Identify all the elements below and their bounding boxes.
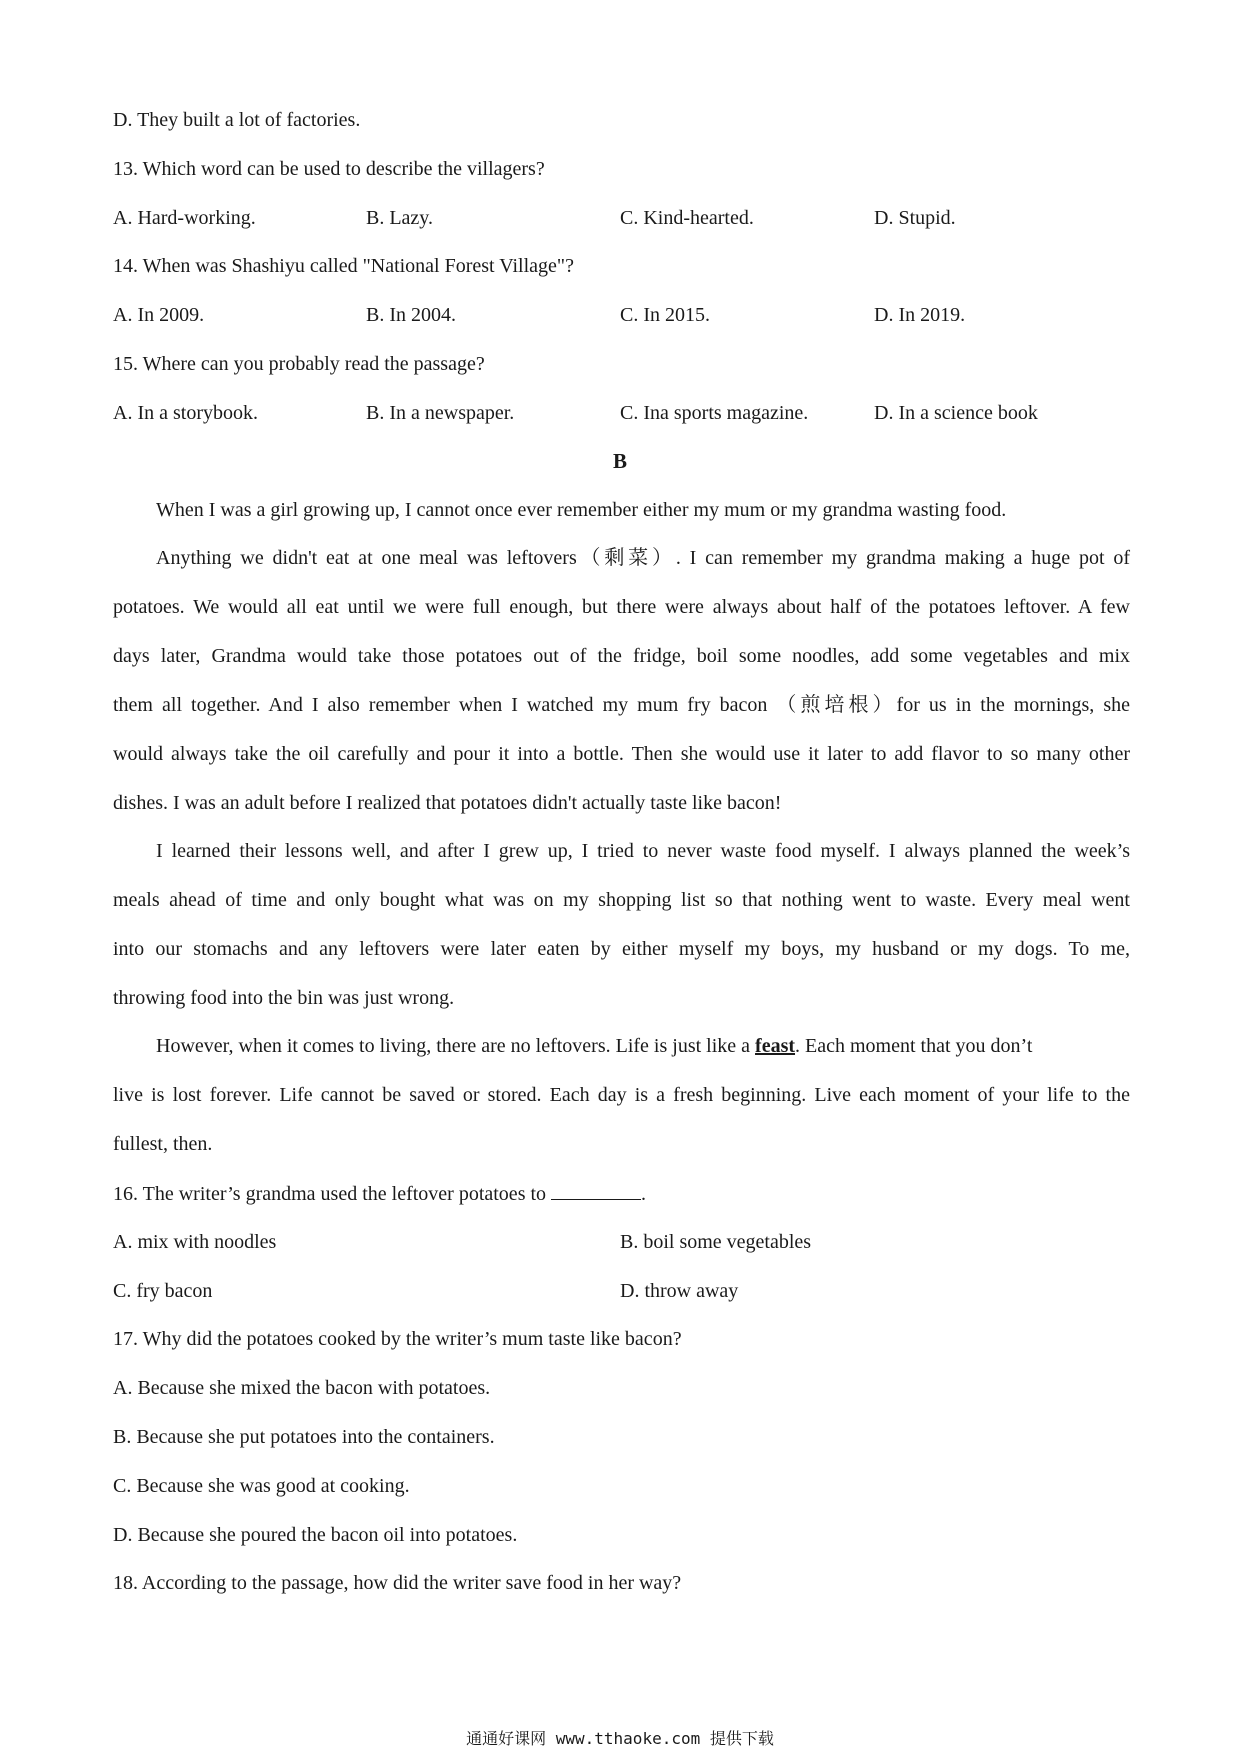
q14-option-b: B. In 2004. [366, 304, 456, 326]
q13-question: 13. Which word can be used to describe the villagers? [113, 158, 545, 180]
q16-option-c: C. fry bacon [113, 1280, 213, 1302]
q14-option-a: A. In 2009. [113, 304, 205, 326]
passage-feast-line [156, 1034, 1130, 1058]
q17-option-a: A. Because she mixed the bacon with potatoes. [113, 1377, 491, 1399]
q16-option-a: A. mix with noodles [113, 1231, 277, 1253]
passage-line-9: meals ahead of time and only bought what was on my shopping list so that nothing went to waste. Every meal went [113, 889, 1130, 911]
q17-option-c: C. Because she was good at cooking. [113, 1475, 410, 1497]
q18-question: 18. According to the passage, how did the writer save food in her way? [113, 1572, 682, 1594]
passage-feast-after: . Each moment that you don’t [795, 1035, 1033, 1057]
passage-line-10: into our stomachs and any leftovers were later eaten by either myself my boys, my husband or my dogs. To me, [113, 938, 1130, 960]
passage-line-13: live is lost forever. Life cannot be saved or stored. Each day is a fresh beginning. Live each moment of your life to the [113, 1084, 1130, 1106]
q15-question: 15. Where can you probably read the passage? [113, 353, 485, 375]
q15-option-d: D. In a science book [874, 402, 1038, 424]
q13-option-d: D. Stupid. [874, 207, 956, 229]
passage-line-6: would always take the oil carefully and pour it into a bottle. Then she would use it later to add flavor to so many other [113, 743, 1130, 765]
q16-option-d: D. throw away [620, 1280, 739, 1302]
q15-option-c: C. Ina sports magazine. [620, 402, 809, 424]
q17-option-d: D. Because she poured the bacon oil into potatoes. [113, 1524, 518, 1546]
q16-question [113, 1181, 646, 1206]
q16-answer-blank [551, 1181, 641, 1200]
passage-line-4: days later, Grandma would take those potatoes out of the fridge, boil some noodles, add some vegetables and mix [113, 645, 1130, 667]
passage-line-2: Anything we didn't eat at one meal was leftovers（剩菜）. I can remember my grandma making a huge pot of [156, 547, 1130, 569]
q13-option-b: B. Lazy. [366, 207, 434, 229]
passage-line-5: them all together. And I also remember when I watched my mum fry bacon （煎培根）for us in the mornings, she [113, 694, 1130, 716]
q14-option-c: C. In 2015. [620, 304, 710, 326]
page-footer: 通通好课网 www.tthaoke.com 提供下载 [466, 1729, 774, 1748]
passage-feast-before: However, when it comes to living, there are no leftovers. Life is just like a [156, 1035, 756, 1057]
section-b-title: B [612, 449, 627, 473]
passage-line-11: throwing food into the bin was just wrong. [113, 987, 455, 1009]
q16-question-end: . [641, 1183, 647, 1205]
passage-line-3: potatoes. We would all eat until we were full enough, but there were always about half of the potatoes leftover. A few [113, 596, 1130, 618]
q13-option-a: A. Hard-working. [113, 207, 256, 229]
q16-option-b: B. boil some vegetables [620, 1231, 812, 1253]
q17-question: 17. Why did the potatoes cooked by the writer’s mum taste like bacon? [113, 1328, 682, 1350]
q12-option-d: D. They built a lot of factories. [113, 109, 361, 131]
q16-question-text: 16. The writer’s grandma used the leftover potatoes to [113, 1183, 552, 1205]
passage-line-14: fullest, then. [113, 1133, 213, 1155]
q15-option-b: B. In a newspaper. [366, 402, 515, 424]
passage-line-8: I learned their lessons well, and after I grew up, I tried to never waste food myself. I always planned the week’s [156, 840, 1130, 862]
q14-question: 14. When was Shashiyu called "National Forest Village"? [113, 255, 574, 277]
q15-option-a: A. In a storybook. [113, 402, 258, 424]
q13-option-c: C. Kind-hearted. [620, 207, 754, 229]
passage-line-1: When I was a girl growing up, I cannot once ever remember either my mum or my grandma wasting food. [156, 499, 1007, 521]
feast-word: feast [755, 1035, 796, 1057]
passage-line-7: dishes. I was an adult before I realized that potatoes didn't actually taste like bacon! [113, 792, 782, 814]
q14-option-d: D. In 2019. [874, 304, 966, 326]
q17-option-b: B. Because she put potatoes into the containers. [113, 1426, 495, 1448]
